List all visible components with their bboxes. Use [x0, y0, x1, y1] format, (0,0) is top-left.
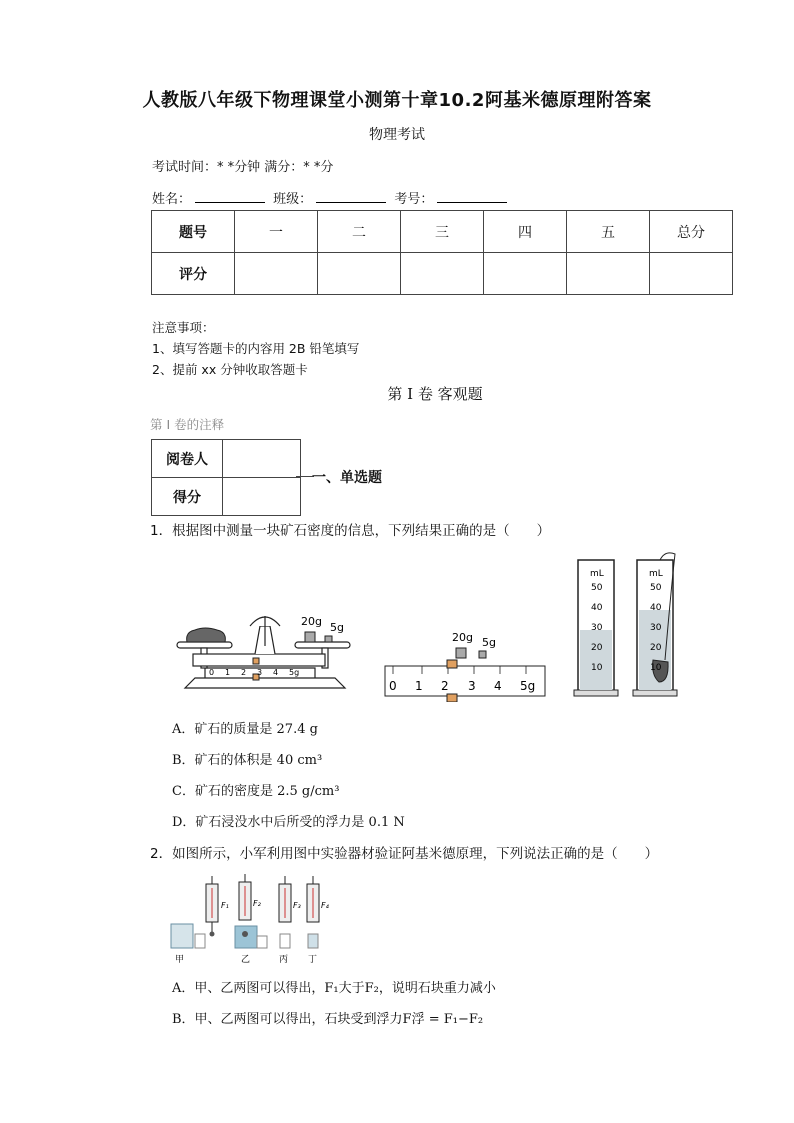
q1-option-b: B．矿石的体积是 40 cm³ [172, 753, 323, 768]
question-2-stem: 2．如图所示，小军利用图中实验器材验证阿基米德原理，下列说法正确的是（ ） [150, 846, 659, 862]
class-blank[interactable] [316, 190, 386, 203]
exam-no-label: 考号： [394, 192, 434, 207]
score-label: 得分 [152, 478, 223, 516]
ore-rock [187, 628, 226, 642]
score-table-score-row [152, 253, 733, 295]
name-label: 姓名： [152, 192, 192, 207]
enlarged-scale [385, 631, 545, 702]
beaker-left [171, 924, 205, 948]
section-note: 第 I 卷的注释 [150, 417, 225, 432]
q1-option-d: D．矿石浸没水中后所受的浮力是 0.1 N [172, 815, 405, 830]
notes-heading: 注意事项： [152, 320, 215, 335]
cylinder-tick: 30 [650, 623, 662, 633]
graduated-cylinder-2 [633, 553, 677, 696]
force-label: F₁ [221, 901, 229, 910]
scale-tick: 0 [209, 668, 215, 677]
class-label: 班级： [273, 192, 313, 207]
q2-option-a: A．甲、乙两图可以得出，F₁大于F₂，说明石块重力减小 [172, 981, 496, 996]
q2-option-b: B．甲、乙两图可以得出，石块受到浮力F浮 = F₁−F₂ [172, 1012, 484, 1027]
spring-scale-2 [235, 874, 267, 948]
score-table [151, 210, 733, 295]
q1-figure [165, 550, 725, 702]
note-item: 1、填写答题卡的内容用 2B 铅笔填写 [152, 341, 360, 356]
score-entry[interactable] [484, 253, 567, 295]
graduated-cylinder-1 [574, 560, 618, 696]
page-title: 人教版八年级下物理课堂小测第十章10.2阿基米德原理附答案 [142, 90, 652, 111]
force-label: F₄ [321, 901, 329, 910]
spring-scale-3 [279, 876, 301, 948]
q1-option-c: C．矿石的密度是 2.5 g/cm³ [172, 784, 340, 799]
scale-tick: 1 [415, 679, 423, 693]
page-subtitle: 物理考试 [369, 127, 425, 143]
cylinder-tick: 40 [650, 603, 662, 613]
cylinder-tick: 20 [650, 643, 662, 653]
force-label: F₃ [293, 901, 301, 910]
cylinder-tick: 10 [591, 663, 603, 673]
figure-captions [175, 954, 317, 964]
score-entry[interactable] [318, 253, 401, 295]
section-title: 第 I 卷 客观题 [387, 385, 483, 403]
scale-tick: 2 [441, 679, 449, 693]
cylinder-tick: 50 [650, 583, 662, 593]
weight-label: 5g [330, 621, 344, 634]
question-1-stem: 1．根据图中测量一块矿石密度的信息，下列结果正确的是（ ） [150, 523, 551, 539]
caption: 丁 [308, 955, 318, 964]
scale-tick: 4 [494, 679, 502, 693]
cylinder-tick: 50 [591, 583, 603, 593]
score-entry[interactable] [650, 253, 733, 295]
spring-scale-4 [307, 876, 330, 948]
grader-table [151, 439, 301, 516]
cylinder-tick: 20 [591, 643, 603, 653]
score-row-label: 评分 [152, 253, 235, 295]
q1-option-a: A．矿石的质量是 27.4 g [172, 722, 318, 737]
spring-scale-1 [206, 876, 229, 937]
scale-tick: 2 [241, 668, 247, 677]
force-label: F₂ [253, 899, 261, 908]
name-blank[interactable] [195, 190, 265, 203]
cylinder-tick: 10 [650, 663, 662, 673]
score-cell: 四 [484, 211, 567, 253]
scale-tick: 4 [273, 668, 279, 677]
section-heading: 一、单选题 [312, 470, 382, 486]
scale-tick: 3 [468, 679, 476, 693]
cylinder-tick: 40 [591, 603, 603, 613]
score-entry[interactable] [235, 253, 318, 295]
scale-tick: 0 [389, 679, 397, 693]
score-entry[interactable] [223, 478, 301, 516]
score-entry[interactable] [567, 253, 650, 295]
exam-no-blank[interactable] [437, 190, 507, 203]
scale-tick: 1 [225, 668, 231, 677]
score-cell: 五 [567, 211, 650, 253]
score-cell: 一 [235, 211, 318, 253]
caption: 甲 [175, 955, 185, 964]
exam-time-line: 考试时间：* *分钟 满分：* *分 [152, 160, 334, 175]
balance-weights [301, 615, 344, 642]
weight-label: 5g [482, 636, 496, 649]
score-cell: 题号 [152, 211, 235, 253]
cylinder-tick: 30 [591, 623, 603, 633]
grader-label: 阅卷人 [152, 440, 223, 478]
score-entry[interactable] [401, 253, 484, 295]
scale-tick: 5g [520, 679, 536, 693]
student-info-line [152, 188, 511, 207]
weight-label: 20g [301, 615, 322, 628]
caption: 乙 [241, 955, 251, 964]
cylinder-unit: mL [649, 569, 663, 579]
note-item: 2、提前 xx 分钟收取答题卡 [152, 362, 308, 377]
grader-entry[interactable] [223, 440, 301, 478]
caption: 丙 [279, 955, 289, 964]
cylinder-unit: mL [590, 569, 604, 579]
scale-tick: 5g [289, 668, 300, 677]
score-table-header-row [152, 211, 733, 253]
q2-figure [165, 872, 345, 964]
score-cell: 总分 [650, 211, 733, 253]
score-cell: 二 [318, 211, 401, 253]
score-cell: 三 [401, 211, 484, 253]
scale-tick: 3 [257, 668, 263, 677]
weight-label: 20g [452, 631, 473, 644]
rider-marker [253, 658, 259, 664]
balance-scale [177, 616, 350, 688]
